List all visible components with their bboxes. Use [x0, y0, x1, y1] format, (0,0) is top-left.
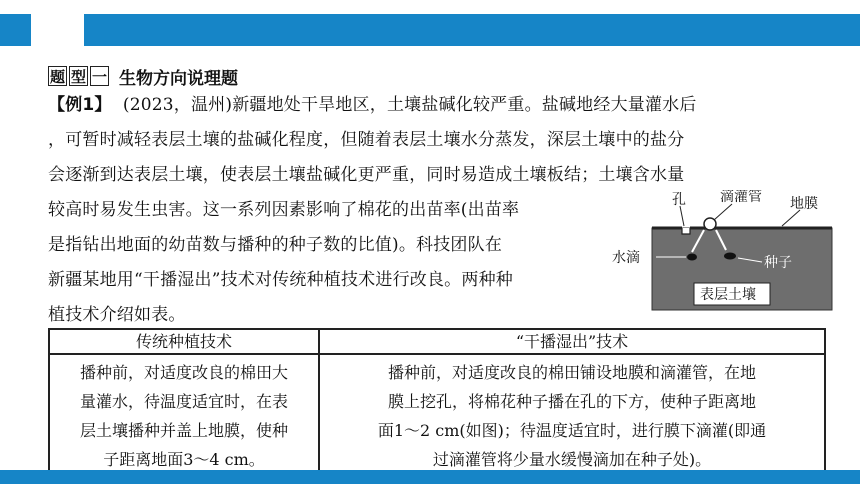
- paragraph-line: 较高时易发生虫害。这一系列因素影响了棉花的出苗率(出苗率: [48, 200, 520, 220]
- table-row: [49, 354, 825, 475]
- drip-irrigation-diagram: [612, 190, 848, 312]
- footer-bar: [0, 470, 860, 484]
- tag-char: 型: [70, 68, 86, 86]
- pipe-leader: [714, 204, 732, 220]
- paragraph-line: 会逐渐到达表层土壤，使表层土壤盐碱化更严重，同时易造成土壤板结；土壤含水量: [48, 165, 685, 185]
- hole-leader: [680, 206, 684, 226]
- tag-char: 一: [91, 68, 107, 86]
- example-label: 【例1】: [48, 95, 112, 115]
- table-header: “干播湿出”技术: [319, 329, 825, 354]
- tag-char: 题: [49, 68, 65, 86]
- seed: [724, 253, 736, 260]
- mulch-label: 地膜: [790, 196, 818, 212]
- example-paragraph: [48, 88, 697, 333]
- paragraph-line: 新疆某地用“干播湿出”技术对传统种植技术进行改良。两种种: [48, 270, 513, 290]
- paragraph-line: ，可暂时减轻表层土壤的盐碱化程度，但随着表层土壤水分蒸发，深层土壤中的盐分: [48, 130, 685, 150]
- water-drop-label: 水滴: [612, 250, 640, 266]
- drip-pipe-label: 滴灌管: [720, 190, 762, 205]
- mulch-leader: [782, 210, 800, 226]
- topsoil-label: 表层土壤: [700, 287, 756, 303]
- paragraph-line: 是指钻出地面的幼苗数与播种的种子数的比值)。科技团队在: [48, 235, 503, 255]
- header-bar: [84, 14, 860, 46]
- section-heading: [48, 64, 238, 88]
- technique-table: [48, 328, 826, 476]
- section-title: 生物方向说理题: [119, 68, 238, 89]
- hole: [682, 228, 690, 234]
- hole-label: 孔: [672, 192, 686, 208]
- paragraph-line: 【例1】 (2023，温州)新疆地处干旱地区，土壤盐碱化较严重。盐碱地经大量灌水后: [48, 95, 697, 115]
- table-cell: 播种前，对适度改良的棉田大 量灌水，待温度适宜时，在表 层土壤播种并盖上地膜，使种 子距离地面3～4 cm。: [49, 354, 319, 475]
- water-drop: [687, 254, 697, 261]
- seed-label: 种子: [764, 255, 792, 271]
- table-header-row: [49, 329, 825, 354]
- paragraph-line: 植技术介绍如表。: [48, 305, 186, 325]
- table-header: 传统种植技术: [49, 329, 319, 354]
- table-cell: 播种前，对适度改良的棉田铺设地膜和滴灌管，在地 膜上挖孔，将棉花种子播在孔的下方，使种子距离地 面1～2 cm(如图)；待温度适宜时，进行膜下滴灌(即通 过滴灌管将少量水缓慢滴加在种子处)。: [319, 354, 825, 475]
- question-type-tag: [48, 66, 111, 86]
- header-bar-left: [0, 14, 31, 46]
